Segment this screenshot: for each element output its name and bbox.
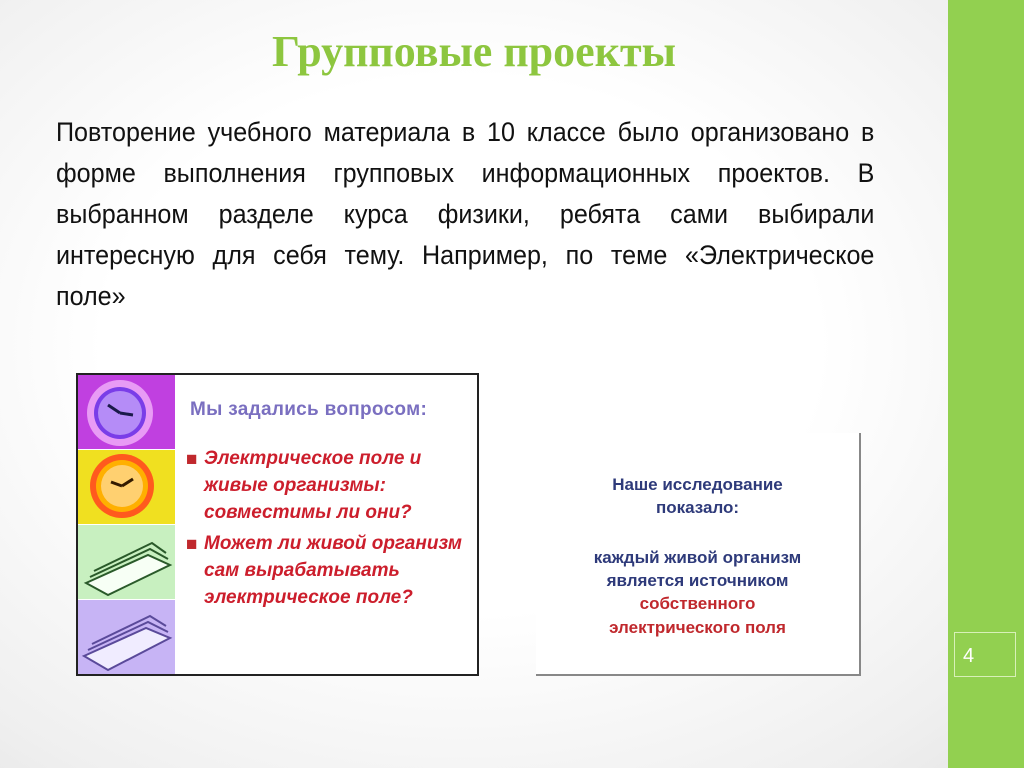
result-line: собственного — [639, 594, 756, 613]
questions-heading: Мы задались вопросом: — [190, 399, 428, 420]
result-line: каждый живой организм — [593, 548, 802, 567]
questions-card — [76, 373, 479, 676]
result-card — [536, 433, 861, 676]
question-text: Может ли живой организм сам вырабатывать электрическое поле? — [204, 533, 462, 608]
page-number: 4 — [963, 645, 975, 667]
list-item — [186, 445, 471, 526]
purple-book-icon — [78, 600, 175, 674]
result-line: является источником — [606, 571, 789, 590]
bullet-icon: ■ — [186, 534, 198, 555]
orange-clock-icon — [78, 450, 175, 524]
green-book-icon — [78, 525, 175, 599]
question-text: Электрическое поле и живые организмы: совместимы ли они? — [204, 448, 422, 523]
slide-body-text: Повторение учебного материала в 10 классе было организовано в форме выполнения групповых информационных проектов. В выбранном разделе курса физики, ребята сами выбирали интересную для себя тему. Например, по теме «Электрическое поле» — [56, 117, 875, 311]
result-line: электрического поля — [609, 618, 786, 637]
bullet-icon: ■ — [186, 449, 198, 470]
purple-clock-icon — [78, 375, 175, 449]
image-strip — [78, 375, 175, 674]
questions-list — [186, 445, 471, 615]
page-number-box — [954, 632, 1016, 677]
slide-title: Групповые проекты — [271, 27, 677, 76]
list-item — [186, 530, 471, 611]
result-heading: Наше исследование показало: — [612, 475, 783, 517]
